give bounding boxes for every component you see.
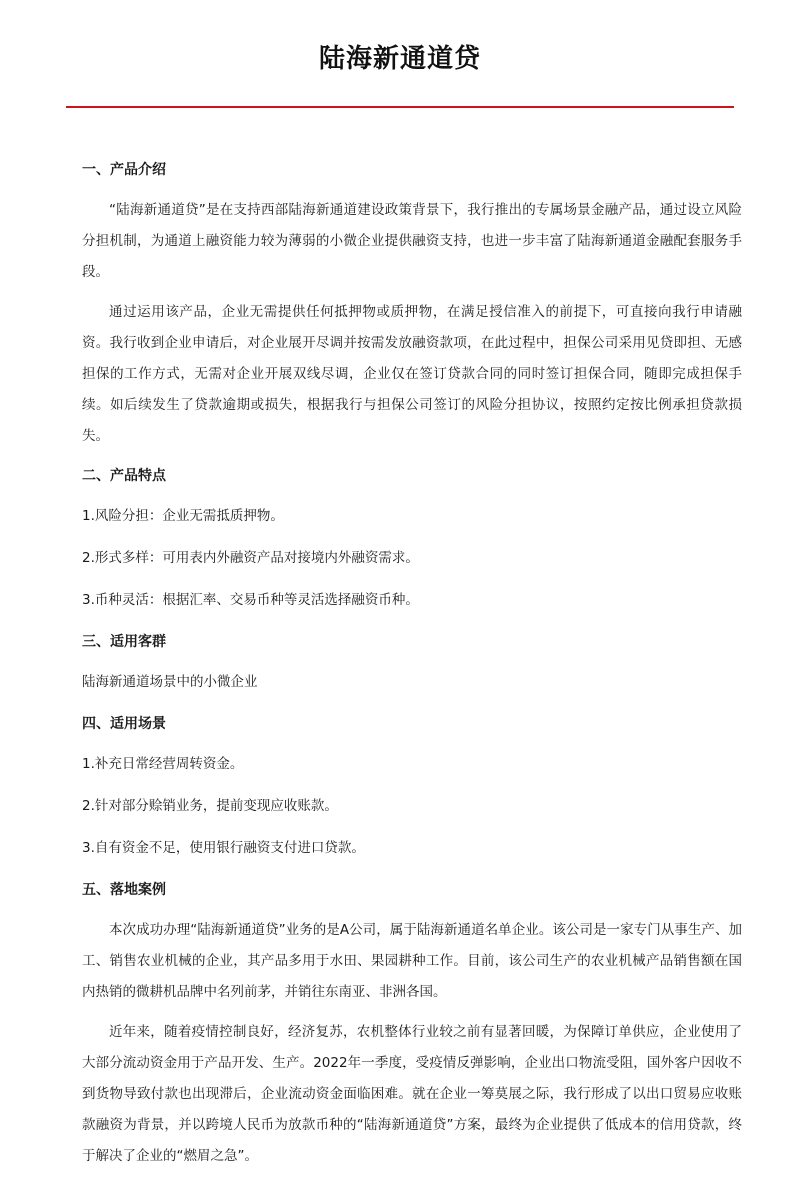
section-heading: 三、适用客群	[82, 634, 166, 650]
paragraph: 陆海新通道场景中的小微企业	[82, 674, 258, 690]
section-use-scenarios	[82, 709, 742, 864]
title-divider	[66, 106, 734, 108]
list-item: 3.币种灵活：根据汇率、交易币种等灵活选择融资币种。	[82, 592, 419, 608]
paragraph: 通过运用该产品，企业无需提供任何抵押物或质押物，在满足授信准入的前提下，可直接向我行申请融资。我行收到企业申请后，对企业展开尽调并按需发放融资款项，在此过程中，担保公司采用见贷即担、无感担保的工作方式，无需对企业开展双线尽调，企业仅在签订贷款合同的同时签订担保合同，随即完成担保手续。如后续发生了贷款逾期或损失，根据我行与担保公司签订的风险分担协议，按照约定按比例承担贷款损失。	[82, 304, 742, 444]
section-heading: 五、落地案例	[82, 882, 166, 898]
section-case-study	[82, 875, 742, 1172]
section-product-features	[82, 461, 742, 616]
paragraph: “陆海新通道贷”是在支持西部陆海新通道建设政策背景下，我行推出的专属场景金融产品，通过设立风险分担机制，为通道上融资能力较为薄弱的小微企业提供融资支持，也进一步丰富了陆海新通道金融配套服务手段。	[82, 202, 742, 280]
paragraph: 近年来，随着疫情控制良好，经济复苏，农机整体行业较之前有显著回暖，为保障订单供应，企业使用了大部分流动资金用于产品开发、生产。2022年一季度，受疫情反弹影响，企业出口物流受阻，国外客户因收不到货物导致付款也出现滞后，企业流动资金面临困难。就在企业一筹莫展之际，我行形成了以出口贸易应收账款融资为背景，并以跨境人民币为放款币种的“陆海新通道贷”方案，最终为企业提供了低成本的信用贷款，终于解决了企业的“燃眉之急”。	[82, 1024, 742, 1164]
paragraph: 本次成功办理“陆海新通道贷”业务的是A公司，属于陆海新通道名单企业。该公司是一家专门从事生产、加工、销售农业机械的企业，其产品多用于水田、果园耕种工作。目前，该公司生产的农业机械产品销售额在国内热销的微耕机品牌中名列前茅，并销往东南亚、非洲各国。	[82, 922, 742, 1000]
document-body	[82, 155, 742, 1181]
section-heading: 一、产品介绍	[82, 162, 166, 178]
list-item: 1.风险分担：企业无需抵质押物。	[82, 508, 284, 524]
section-heading: 二、产品特点	[82, 468, 166, 484]
list-item: 2.形式多样：可用表内外融资产品对接境内外融资需求。	[82, 550, 419, 566]
section-target-customers	[82, 627, 742, 698]
list-item: 2.针对部分赊销业务，提前变现应收账款。	[82, 798, 338, 814]
list-item: 3.自有资金不足，使用银行融资支付进口贷款。	[82, 840, 365, 856]
document-title: 陆海新通道贷	[318, 44, 481, 74]
section-product-intro	[82, 155, 742, 452]
section-heading: 四、适用场景	[82, 716, 166, 732]
list-item: 1.补充日常经营周转资金。	[82, 756, 244, 772]
